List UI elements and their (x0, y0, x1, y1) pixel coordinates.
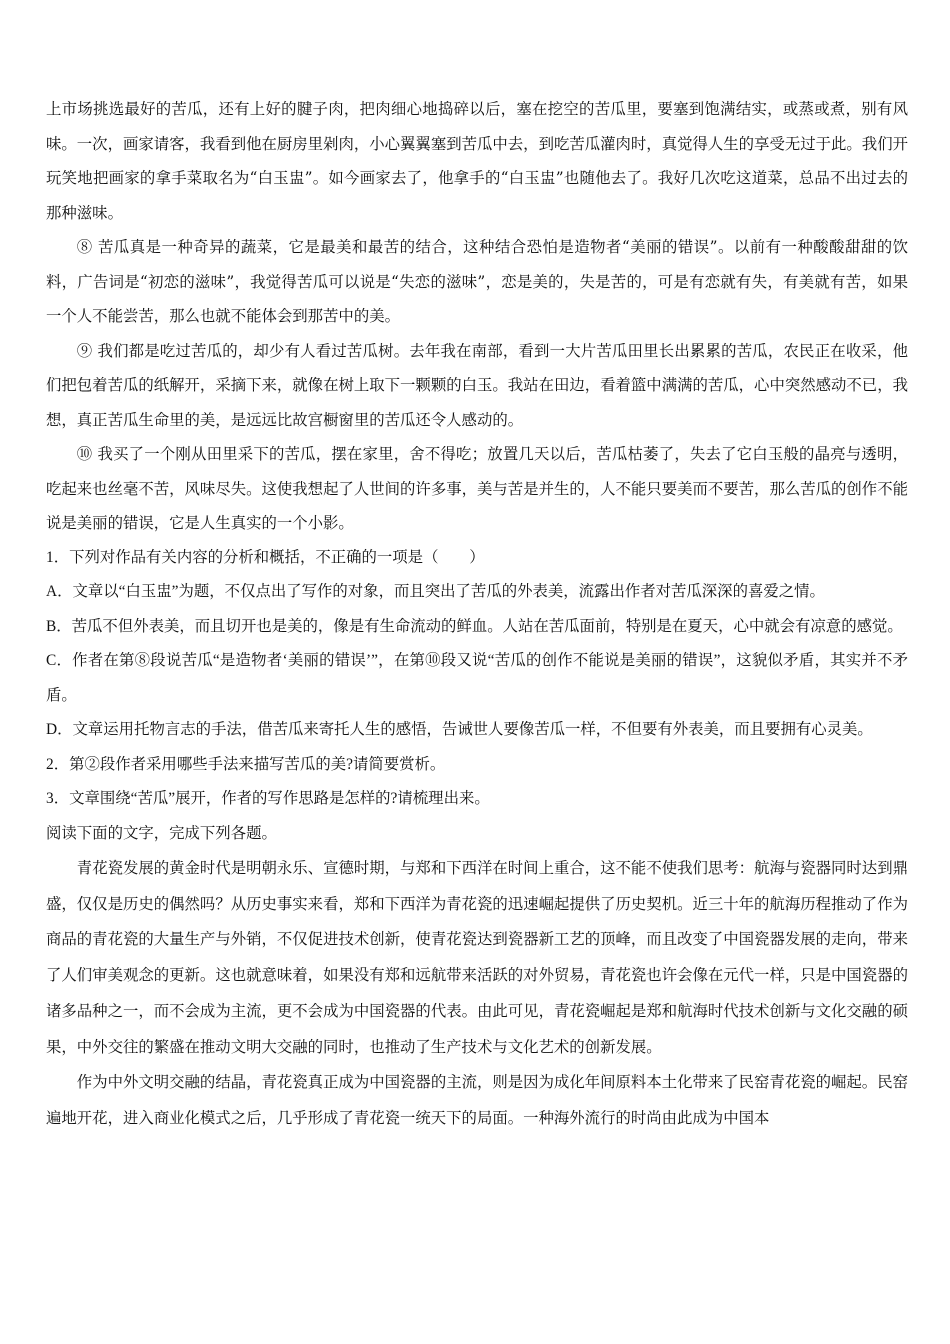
option-c: C．作者在第⑧段说苦瓜“是造物者‘美丽的错误’”，在第⑩段又说“苦瓜的创作不能说是美丽的错误”，这貌似矛盾，其实并不矛盾。 (46, 652, 908, 704)
passage2-paragraph-2: 作为中外文明交融的结晶，青花瓷真正成为中国瓷器的主流，则是因为成化年间原料本土化带来了民窑青花瓷的崛起。民窑遍地开花，进入商业化模式之后，几乎形成了青花瓷一统天下的局面。一种海外流行的时尚由此成为中国本 (46, 1073, 908, 1127)
option-d: D．文章运用托物言志的手法，借苦瓜来寄托人生的感悟，告诫世人要像苦瓜一样，不但要有外表美，而且要拥有心灵美。 (46, 721, 873, 738)
passage2-paragraph-1: 青花瓷发展的黄金时代是明朝永乐、宣德时期，与郑和下西洋在时间上重合，这不能不使我们思考：航海与瓷器同时达到鼎盛，仅仅是历史的偶然吗？从历史事实来看，郑和下西洋为青花瓷的迅速崛起提供了历史契机。近三十年的航海历程推动了作为商品的青花瓷的大量生产与外销，不仅促进技术创新，使青花瓷达到瓷器新工艺的顶峰，而且改变了中国瓷器发展的走向，带来了人们审美观念的更新。这也就意味着，如果没有郑和远航带来活跃的对外贸易，青花瓷也许会像在元代一样，只是中国瓷器的诸多品种之一，而不会成为主流，更不会成为中国瓷器的代表。由此可见，青花瓷崛起是郑和航海时代技术创新与文化交融的硕果，中外交往的繁盛在推动文明大交融的同时，也推动了生产技术与文化艺术的创新发展。 (46, 859, 908, 1056)
option-a: A．文章以“白玉盅”为题，不仅点出了写作的对象，而且突出了苦瓜的外表美，流露出作者对苦瓜深深的喜爱之情。 (46, 583, 825, 600)
passage1-paragraph-continued: 上市场挑选最好的苦瓜，还有上好的腱子肉，把肉细心地捣碎以后，塞在挖空的苦瓜里，要塞到饱满结实，或蒸或煮，别有风味。一次，画家请客，我看到他在厨房里剁肉，小心翼翼塞到苦瓜中去，到吃苦瓜灌肉时，真觉得人生的享受无过于此。我们开玩笑地把画家的拿手菜取名为“白玉盅”。如今画家去了，他拿手的“白玉盅”也随他去了。我好几次吃这道菜，总品不出过去的那种滋味。 (46, 100, 908, 222)
passage1-paragraph-10: ⑩ 我买了一个刚从田里采下的苦瓜，摆在家里，舍不得吃；放置几天以后，苦瓜枯萎了，失去了它白玉般的晶亮与透明，吃起来也丝毫不苦，风味尽失。这使我想起了人世间的许多事，美与苦是并生的，人不能只要美而不要苦，那么苦瓜的创作不能说是美丽的错误，它是人生真实的一个小影。 (46, 445, 908, 532)
document-page (46, 92, 908, 1137)
reading-instruction: 阅读下面的文字，完成下列各题。 (46, 824, 277, 842)
question-2: 2．第②段作者采用哪些手法来描写苦瓜的美?请简要赏析。 (46, 755, 446, 773)
passage1-paragraph-8: ⑧ 苦瓜真是一种奇异的蔬菜，它是最美和最苦的结合，这种结合恐怕是造物者“美丽的错误”。以前有一种酸酸甜甜的饮料，广告词是“初恋的滋味”，我觉得苦瓜可以说是“失恋的滋味”，恋是美的，失是苦的，可是有恋就有失，有美就有苦，如果一个人不能尝苦，那么也就不能体会到那苦中的美。 (46, 238, 908, 325)
option-b: B．苦瓜不但外表美，而且切开也是美的，像是有生命流动的鲜血。人站在苦瓜面前，特别是在夏天，心中就会有凉意的感觉。 (46, 617, 903, 635)
question-1: 1．下列对作品有关内容的分析和概括，不正确的一项是（ ） (46, 548, 485, 566)
passage2 (46, 851, 908, 1137)
question-3: 3．文章围绕“苦瓜”展开，作者的写作思路是怎样的?请梳理出来。 (46, 790, 490, 807)
passage1-paragraph-9: ⑨ 我们都是吃过苦瓜的，却少有人看过苦瓜树。去年我在南部，看到一大片苦瓜田里长出累累的苦瓜，农民正在收采，他们把包着苦瓜的纸解开，采摘下来，就像在树上取下一颗颗的白玉。我站在田边，看着篮中满满的苦瓜，心中突然感动不已，我想，真正苦瓜生命里的美，是远远比故宫橱窗里的苦瓜还令人感动的。 (46, 341, 908, 429)
